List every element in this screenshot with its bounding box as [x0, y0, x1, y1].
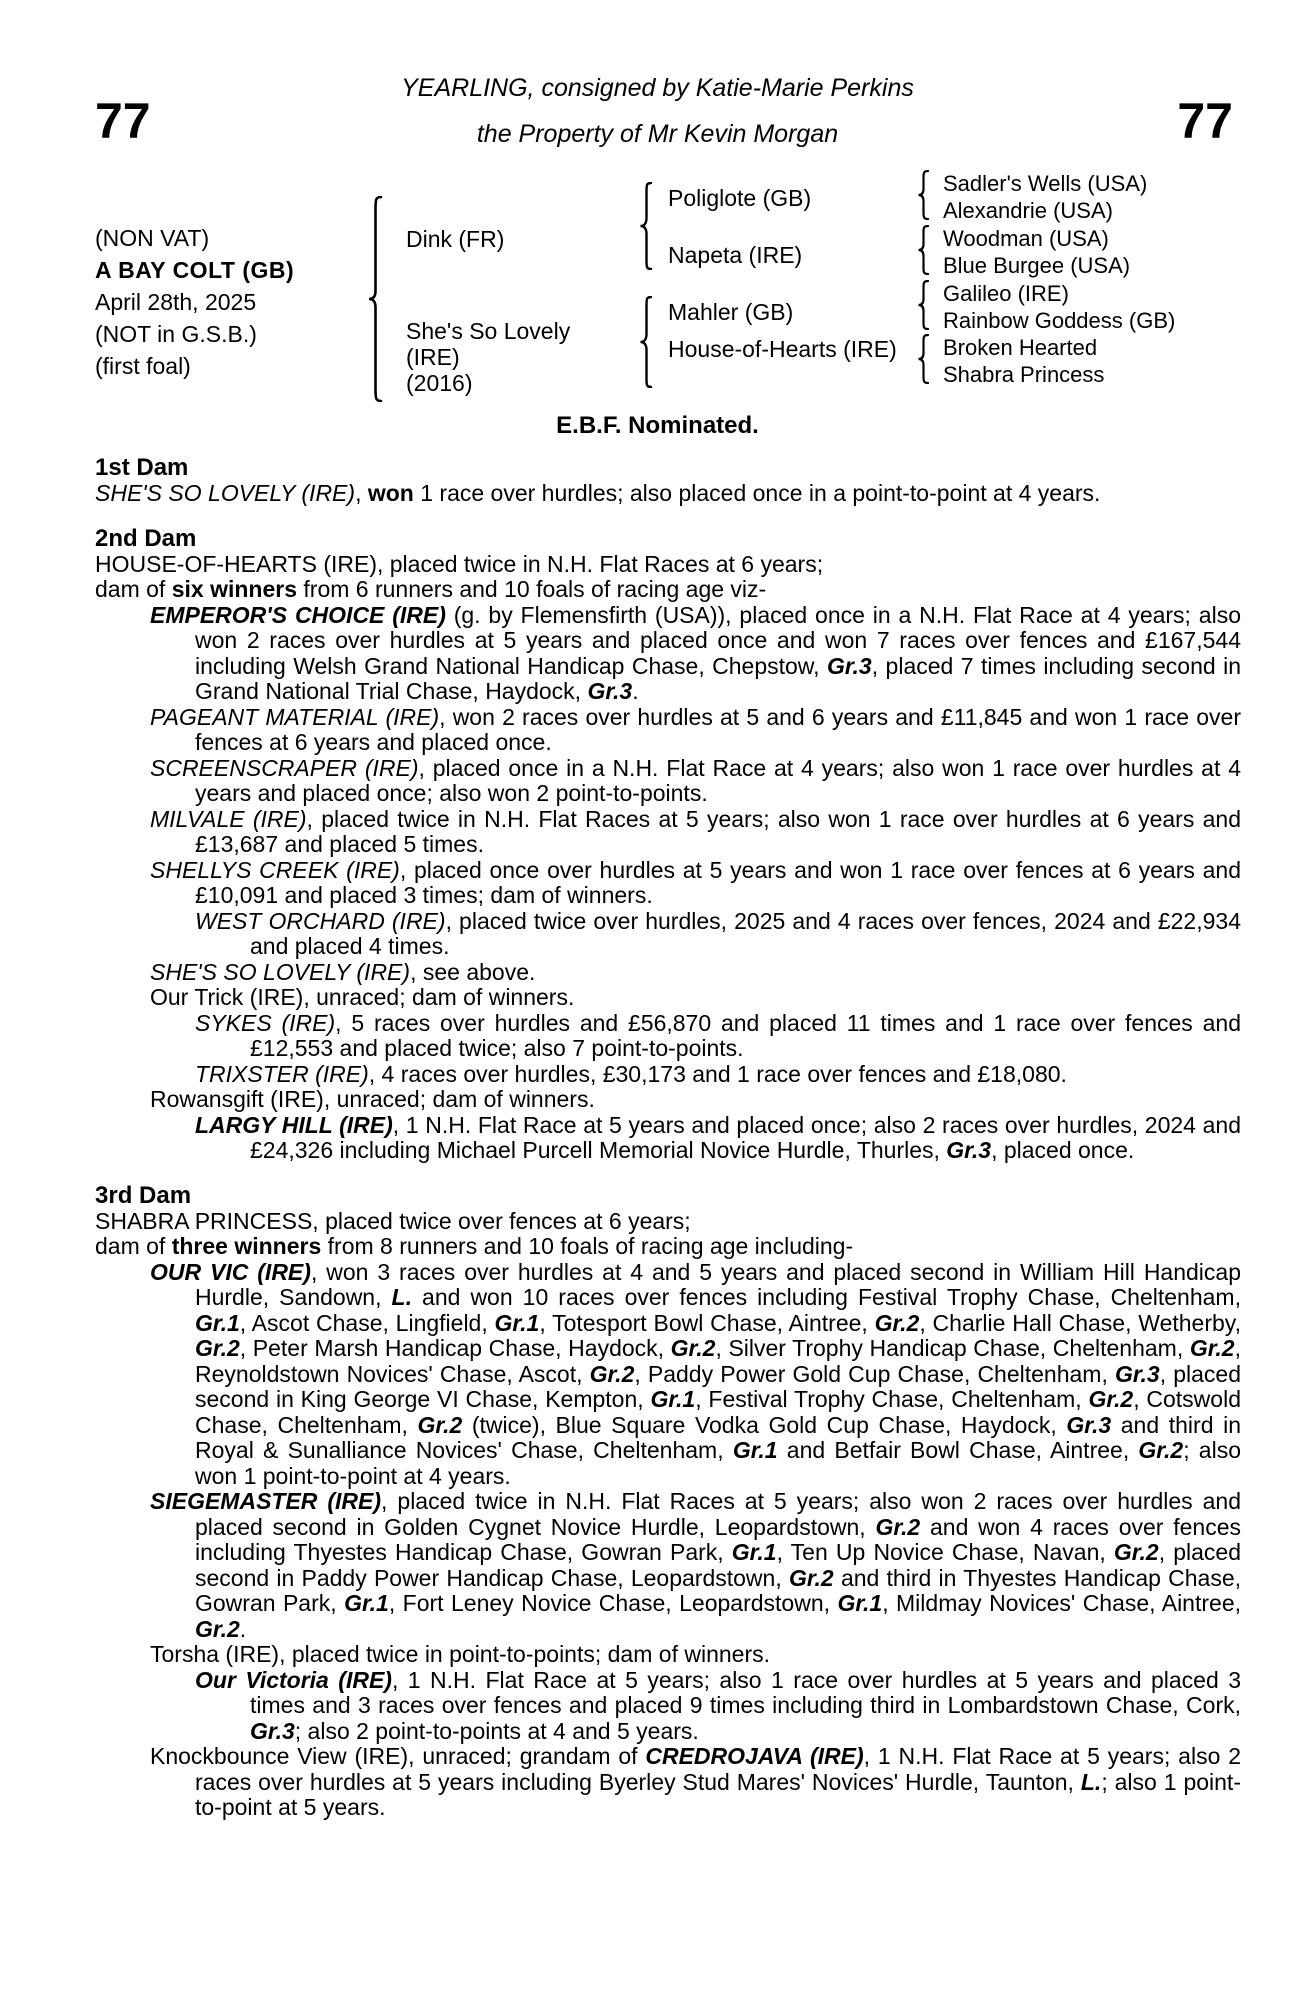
text-segment: Gr.2	[417, 1411, 463, 1438]
text-segment: (twice), Blue Square Vodka Gold Cup Chase, Haydock,	[462, 1411, 1067, 1438]
text-segment: dam of	[95, 1233, 172, 1259]
ancestor-name: Sadler's Wells (USA)	[943, 171, 1148, 196]
text-segment: Gr.2	[1189, 1335, 1235, 1361]
text-segment: Gr.3	[826, 652, 872, 679]
text-segment: SHELLYS CREEK (IRE)	[150, 856, 400, 883]
dam-name-line: (IRE)	[406, 344, 460, 370]
text-segment: , Silver Trophy Handicap Chase, Cheltenham,	[715, 1335, 1190, 1361]
text-segment: , Reynoldstown Novices' Chase, Ascot,	[195, 1335, 1241, 1387]
pedigree-paragraph	[95, 1642, 1241, 1668]
pedigree-paragraph	[95, 1209, 1241, 1235]
text-segment: , placed 7 times including second in Grand National Trial Chase, Haydock,	[195, 652, 1242, 704]
text-segment: Gr.1	[344, 1590, 389, 1616]
text-segment: Our Trick (IRE), unraced; dam of winners.	[150, 984, 575, 1010]
pedigree-paragraph	[95, 1113, 1241, 1164]
text-segment: Gr.2	[874, 1309, 920, 1336]
text-segment: and Betfair Bowl Chase, Aintree,	[777, 1437, 1139, 1463]
consignor-line: YEARLING, consigned by Katie-Marie Perkins	[401, 74, 914, 102]
text-segment: SIEGEMASTER (IRE)	[150, 1488, 382, 1514]
text-segment: CREDROJAVA (IRE)	[645, 1743, 864, 1769]
text-segment: three winners	[171, 1233, 322, 1259]
pedigree-paragraph	[95, 985, 1241, 1011]
text-segment: , Ten Up Novice Chase, Navan,	[776, 1539, 1114, 1565]
text-segment: Gr.2	[1088, 1386, 1134, 1412]
text-segment: SHABRA PRINCESS, placed twice over fences at 6 years;	[95, 1207, 691, 1234]
text-segment: TRIXSTER (IRE)	[195, 1060, 369, 1087]
text-segment: from 6 runners and 10 foals of racing age viz-	[297, 576, 767, 602]
text-segment: (g. by Flemensfirth (USA)), placed once in a N.H. Flat Race at 4 years; also won 2 races over hurdles at 5 years and placed once and won 7 races over fences and £167,544 including Welsh Grand National Handicap Chase, Chepstow,	[195, 601, 1241, 679]
text-segment: , placed once over hurdles at 5 years and won 1 race over fences at 6 years and £10,091 and placed 3 times; dam of winners.	[195, 856, 1241, 908]
grandsire-name: Poliglote (GB)	[668, 185, 812, 211]
text-segment: Gr.2	[875, 1513, 921, 1540]
pedigree-paragraph	[95, 1744, 1241, 1821]
text-segment: , won 2 races over hurdles at 5 and 6 years and £11,845 and won 1 race over fences at 6 years and placed once.	[195, 703, 1241, 755]
section-heading: 3rd Dam	[95, 1181, 192, 1209]
text-segment: , 1 N.H. Flat Race at 5 years; also 1 race over hurdles at 5 years and placed 3 times and 3 races over fences and placed 9 times including third in Lombardstown Chase, Cork,	[250, 1666, 1241, 1718]
text-segment: Gr.1	[494, 1309, 540, 1336]
pedigree-brace-pair	[916, 280, 930, 330]
text-segment: Gr.3	[250, 1717, 295, 1744]
pedigree-paragraph	[95, 603, 1241, 705]
text-segment: , placed twice in N.H. Flat Races at 5 years; also won 2 races over hurdles and placed second in Golden Cygnet Novice Hurdle, Leopardstown,	[195, 1488, 1242, 1540]
text-segment: , Totesport Bowl Chase, Aintree,	[539, 1309, 875, 1336]
text-segment: LARGY HILL (IRE)	[195, 1111, 393, 1138]
dam-name	[406, 318, 570, 396]
text-segment: and third in Royal & Sunalliance Novices' Chase, Cheltenham,	[195, 1411, 1241, 1463]
dam-name-line: She's So Lovely	[406, 318, 571, 344]
lot-number-right: 77	[1177, 93, 1233, 149]
ancestor-name: Rainbow Goddess (GB)	[943, 308, 1176, 333]
text-segment: L.	[1080, 1768, 1102, 1795]
text-segment: OUR VIC (IRE)	[150, 1258, 311, 1285]
pedigree-brace-pair	[916, 225, 930, 275]
dam-section	[95, 1183, 1241, 1821]
pedigree-brace-dam	[638, 296, 654, 388]
foal-note: (first foal)	[95, 353, 191, 379]
text-segment: Gr.2	[670, 1335, 716, 1361]
text-segment: Gr.2	[1138, 1437, 1184, 1463]
text-segment: , placed once in a N.H. Flat Race at 4 years; also won 1 race over hurdles at 4 years and placed once; also won 2 point-to-points.	[195, 754, 1241, 806]
pedigree-paragraph	[95, 1668, 1241, 1745]
text-segment: Gr.3	[587, 678, 633, 704]
text-segment: Gr.2	[195, 1335, 240, 1361]
text-segment: , Cotswold Chase, Cheltenham,	[195, 1386, 1241, 1438]
text-segment: Knockbounce View (IRE), unraced; grandam of	[150, 1743, 646, 1769]
text-segment: , 5 races over hurdles and £56,870 and placed 11 times and 1 race over fences and £12,553 and placed twice; also 7 point-to-points.	[250, 1009, 1241, 1061]
pedigree-paragraph	[95, 705, 1241, 756]
granddam-name: House-of-Hearts (IRE)	[668, 336, 897, 362]
pedigree-paragraph	[95, 909, 1241, 960]
pedigree-paragraph	[95, 1489, 1241, 1642]
pedigree-paragraph	[95, 756, 1241, 807]
ancestor-name: Blue Burgee (USA)	[943, 253, 1131, 278]
text-segment: , placed twice over hurdles, 2025 and 4 races over fences, 2024 and £22,934 and placed 4 times.	[250, 907, 1241, 959]
pedigree-paragraph	[95, 552, 1241, 578]
text-segment: Our Victoria (IRE)	[195, 1666, 392, 1693]
subject-name: A BAY COLT (GB)	[95, 257, 295, 283]
text-segment: Gr.3	[946, 1137, 992, 1163]
sire-name: Dink (FR)	[406, 226, 505, 252]
foal-date: April 28th, 2025	[95, 289, 257, 315]
pedigree-paragraph	[95, 577, 1241, 603]
text-segment: , Mildmay Novices' Chase, Aintree,	[882, 1590, 1241, 1616]
text-segment: and third in Thyestes Handicap Chase, Gowran Park,	[195, 1564, 1242, 1616]
text-segment: dam of	[95, 576, 172, 602]
text-segment: ; also won 1 point-to-point at 4 years.	[195, 1437, 1241, 1489]
pedigree-paragraph	[95, 807, 1241, 858]
granddam-name: Napeta (IRE)	[668, 242, 803, 268]
text-segment: .	[239, 1615, 247, 1642]
dam-sections	[95, 455, 1241, 1821]
text-segment: , 4 races over hurdles, £30,173 and 1 race over fences and £18,080.	[368, 1060, 1067, 1087]
text-segment: from 8 runners and 10 foals of racing age including-	[321, 1233, 854, 1259]
pedigree-paragraph	[95, 1260, 1241, 1490]
ancestor-name: Alexandrie (USA)	[943, 198, 1113, 223]
subject-details	[95, 222, 294, 382]
lot-number-left: 77	[95, 93, 151, 149]
text-segment: .	[632, 678, 639, 704]
text-segment: SYKES (IRE)	[195, 1009, 336, 1036]
pedigree-paragraph	[95, 1234, 1241, 1260]
grandsire-name: Mahler (GB)	[668, 299, 794, 325]
text-segment: HOUSE-OF-HEARTS (IRE), placed twice in N.H. Flat Races at 6 years;	[95, 550, 824, 577]
text-segment: Gr.2	[788, 1564, 834, 1591]
vat-status: (NON VAT)	[95, 225, 210, 251]
text-segment: ; also 2 point-to-points at 4 and 5 years.	[294, 1717, 699, 1744]
pedigree-brace-pair	[916, 170, 930, 220]
ancestor-name: Shabra Princess	[943, 362, 1105, 387]
pedigree-paragraph	[95, 858, 1241, 909]
gsb-note: (NOT in G.S.B.)	[95, 321, 257, 347]
owner-line: the Property of Mr Kevin Morgan	[476, 120, 839, 148]
pedigree-brace-sire	[638, 182, 654, 270]
text-segment: Gr.3	[1114, 1360, 1160, 1387]
text-segment: Gr.3	[1066, 1411, 1112, 1438]
text-segment: Gr.1	[195, 1309, 240, 1336]
ancestor-name: Galileo (IRE)	[943, 281, 1069, 306]
text-segment: , won 3 races over hurdles at 4 and 5 years and placed second in William Hill Handicap Hurdle, Sandown,	[195, 1258, 1241, 1310]
text-segment: Gr.1	[650, 1386, 696, 1412]
pedigree-paragraph	[95, 1087, 1241, 1113]
text-segment: won	[367, 480, 414, 506]
text-segment: ; also 1 point-to-point at 5 years.	[195, 1768, 1241, 1820]
text-segment: Gr.2	[195, 1615, 240, 1642]
text-segment: , placed twice in N.H. Flat Races at 5 years; also won 1 race over hurdles at 6 years and £13,687 and placed 5 times.	[195, 805, 1241, 857]
pedigree-paragraph	[95, 1062, 1241, 1088]
text-segment: and won 10 races over fences including Festival Trophy Chase, Cheltenham,	[411, 1284, 1241, 1310]
dam-section	[95, 455, 1241, 507]
pedigree-paragraph	[95, 481, 1241, 507]
text-segment: , Ascot Chase, Lingfield,	[239, 1309, 495, 1336]
pedigree-brace-pair	[916, 334, 930, 384]
text-segment: Rowansgift (IRE), unraced; dam of winners.	[150, 1086, 595, 1112]
text-segment: Gr.2	[589, 1360, 635, 1387]
text-segment: ,	[355, 480, 368, 506]
text-segment: L.	[391, 1284, 412, 1310]
text-segment: six winners	[171, 576, 297, 602]
text-segment: , Festival Trophy Chase, Cheltenham,	[695, 1386, 1089, 1412]
section-heading: 2nd Dam	[95, 524, 197, 552]
section-heading: 1st Dam	[95, 454, 189, 481]
text-segment: , Charlie Hall Chase, Wetherby,	[919, 1309, 1241, 1336]
text-segment: , Peter Marsh Handicap Chase, Haydock,	[239, 1335, 671, 1361]
text-segment: , 1 N.H. Flat Race at 5 years and placed once; also 2 races over hurdles, 2024 and £24,326 including Michael Purcell Memorial Novice Hurdle, Thurles,	[250, 1111, 1241, 1163]
text-segment: Torsha (IRE), placed twice in point-to-points; dam of winners.	[150, 1641, 770, 1667]
pedigree-brace-main	[366, 196, 384, 402]
pedigree-paragraph	[95, 1011, 1241, 1062]
text-segment: MILVALE (IRE)	[150, 805, 307, 832]
text-segment: , placed second in King George VI Chase, Kempton,	[195, 1360, 1242, 1412]
text-segment: , see above.	[410, 958, 536, 985]
dam-name-line: (2016)	[406, 370, 473, 396]
ancestor-name: Broken Hearted	[943, 335, 1098, 360]
text-segment: , placed once.	[991, 1137, 1135, 1163]
text-segment: , placed second in Paddy Power Handicap Chase, Leopardstown,	[195, 1539, 1241, 1591]
text-segment: , Fort Leney Novice Chase, Leopardstown,	[388, 1590, 838, 1616]
text-segment: SHE'S SO LOVELY (IRE)	[150, 958, 411, 985]
text-segment: and won 4 races over fences including Thyestes Handicap Chase, Gowran Park,	[195, 1513, 1241, 1565]
text-segment: Gr.2	[1113, 1539, 1159, 1565]
ebf-nominated-note: E.B.F. Nominated.	[556, 412, 759, 439]
text-segment: Gr.1	[732, 1437, 778, 1463]
text-segment: Gr.1	[837, 1590, 883, 1616]
pedigree-paragraph	[95, 960, 1241, 986]
text-segment: PAGEANT MATERIAL (IRE)	[150, 703, 440, 730]
text-segment: Gr.1	[731, 1539, 777, 1565]
text-segment: WEST ORCHARD (IRE)	[195, 907, 446, 934]
dam-section	[95, 526, 1241, 1164]
text-segment: 1 race over hurdles; also placed once in a point-to-point at 4 years.	[413, 480, 1101, 506]
text-segment: SCREENSCRAPER (IRE)	[150, 754, 419, 781]
text-segment: SHE'S SO LOVELY (IRE)	[95, 480, 356, 506]
text-segment: , 1 N.H. Flat Race at 5 years; also 2 races over hurdles at 5 years including Byerley Stud Mares' Novices' Hurdle, Taunton,	[195, 1743, 1241, 1795]
ancestor-name: Woodman (USA)	[943, 226, 1109, 251]
text-segment: , Paddy Power Gold Cup Chase, Cheltenham,	[634, 1360, 1115, 1387]
text-segment: EMPEROR'S CHOICE (IRE)	[150, 601, 446, 628]
